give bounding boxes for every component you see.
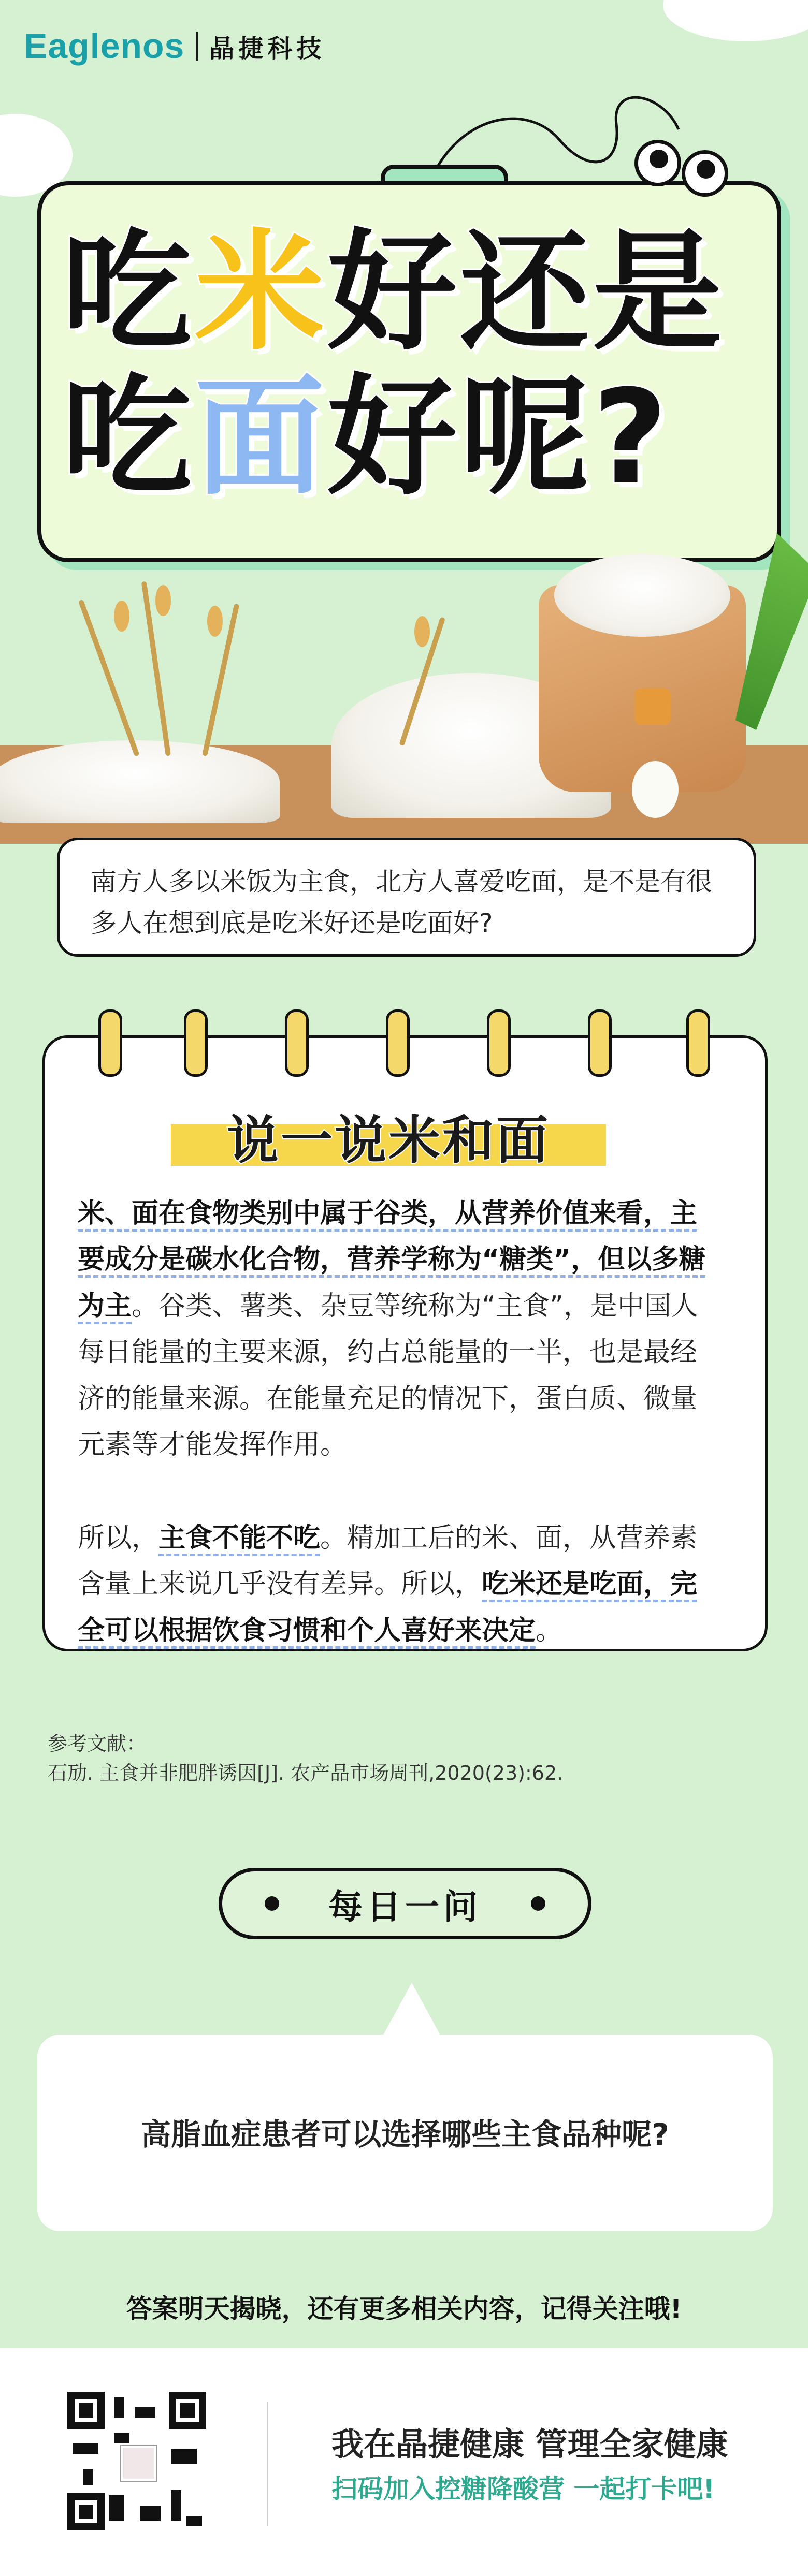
daily-question-pill bbox=[219, 1868, 591, 1939]
egg-icon bbox=[632, 761, 679, 818]
references bbox=[48, 1729, 563, 1788]
title-line-1: 吃米好还是 bbox=[62, 217, 725, 368]
daily-question-label: 每日一问 bbox=[328, 1886, 482, 1927]
section-body bbox=[78, 1191, 720, 1654]
reference-item: 石劢. 主食并非肥胖诱因[J]. 农产品市场周刊,2020(23):62. bbox=[48, 1762, 564, 1784]
flour-pile bbox=[0, 740, 280, 823]
dot-icon bbox=[531, 1896, 545, 1911]
footer-cta: 扫码加入控糖降酸营 一起打卡吧! bbox=[331, 2474, 715, 2504]
brand-logo: Eaglenos bbox=[24, 26, 185, 66]
wheat-grain bbox=[114, 601, 129, 632]
intro-box bbox=[57, 838, 756, 957]
eye-icon bbox=[634, 140, 681, 186]
wheat-grain bbox=[414, 616, 430, 647]
title-highlight-rice: 米 bbox=[195, 217, 327, 368]
notebook-ring bbox=[386, 1009, 410, 1077]
logo-divider bbox=[196, 32, 198, 61]
notebook-ring bbox=[184, 1009, 208, 1077]
paragraph-1 bbox=[78, 1191, 720, 1469]
qr-avatar bbox=[121, 2446, 156, 2481]
company-name: 晶捷科技 bbox=[209, 34, 326, 63]
sack-label-icon bbox=[634, 689, 671, 725]
section-title: 说一说米和面 bbox=[227, 1110, 550, 1170]
paragraph-2: 所以，主食不能不吃。精加工后的米、面，从营养素含量上来说几乎没有差异。所以，吃米还是吃面，完全可以根据饮食习惯和个人喜好来决定。 bbox=[78, 1515, 720, 1654]
cloud-decoration bbox=[663, 0, 808, 41]
title-highlight-noodle: 面 bbox=[195, 362, 327, 513]
rice-illustration bbox=[0, 533, 808, 844]
references-label: 参考文献： bbox=[48, 1732, 147, 1755]
notebook-ring bbox=[285, 1009, 309, 1077]
wheat-grain bbox=[207, 606, 223, 637]
dot-icon bbox=[265, 1896, 279, 1911]
intro-text: 南方人多以米饭为主食，北方人喜爱吃面，是不是有很多人在想到底是吃米好还是吃面好? bbox=[91, 867, 712, 938]
follow-prompt: 答案明天揭晓，还有更多相关内容，记得关注哦! bbox=[126, 2294, 682, 2324]
sack-rice-top bbox=[554, 554, 730, 637]
paragraph-2-bold-2: 吃米还是吃面，完全可以根据饮食习惯和个人喜好来决定 bbox=[78, 1569, 697, 1648]
notebook-ring bbox=[588, 1009, 612, 1077]
daily-question-text: 高脂血症患者可以选择哪些主食品种呢? bbox=[141, 2117, 669, 2152]
speech-bubble-tail bbox=[381, 1983, 443, 2040]
title-line-2: 吃面好呢? bbox=[62, 362, 671, 513]
footer-slogan: 我在晶捷健康 管理全家健康 bbox=[331, 2425, 728, 2463]
paragraph-1-rest: 。谷类、薯类、杂豆等统称为“主食”，是中国人每日能量的主要来源，约占总能量的一半，也是最经济的能量来源。在能量充足的情况下，蛋白质、微量元素等才能发挥作用。 bbox=[78, 1290, 698, 1461]
brand-header bbox=[24, 26, 325, 66]
notebook-ring bbox=[487, 1009, 511, 1077]
qr-code[interactable] bbox=[67, 2392, 206, 2530]
eye-icon bbox=[682, 150, 728, 197]
wheat-grain bbox=[155, 585, 171, 616]
paragraph-1-bold: 米、面在食物类别中属于谷类，从营养价值来看，主要成分是碳水化合物，营养学称为“糖类”，但以多糖为主 bbox=[78, 1198, 705, 1324]
paragraph-2-bold-1: 主食不能不吃 bbox=[158, 1523, 320, 1556]
wheat-stalk bbox=[78, 599, 140, 757]
notebook-ring bbox=[98, 1009, 122, 1077]
notebook-ring bbox=[686, 1009, 710, 1077]
footer-divider bbox=[267, 2402, 268, 2526]
